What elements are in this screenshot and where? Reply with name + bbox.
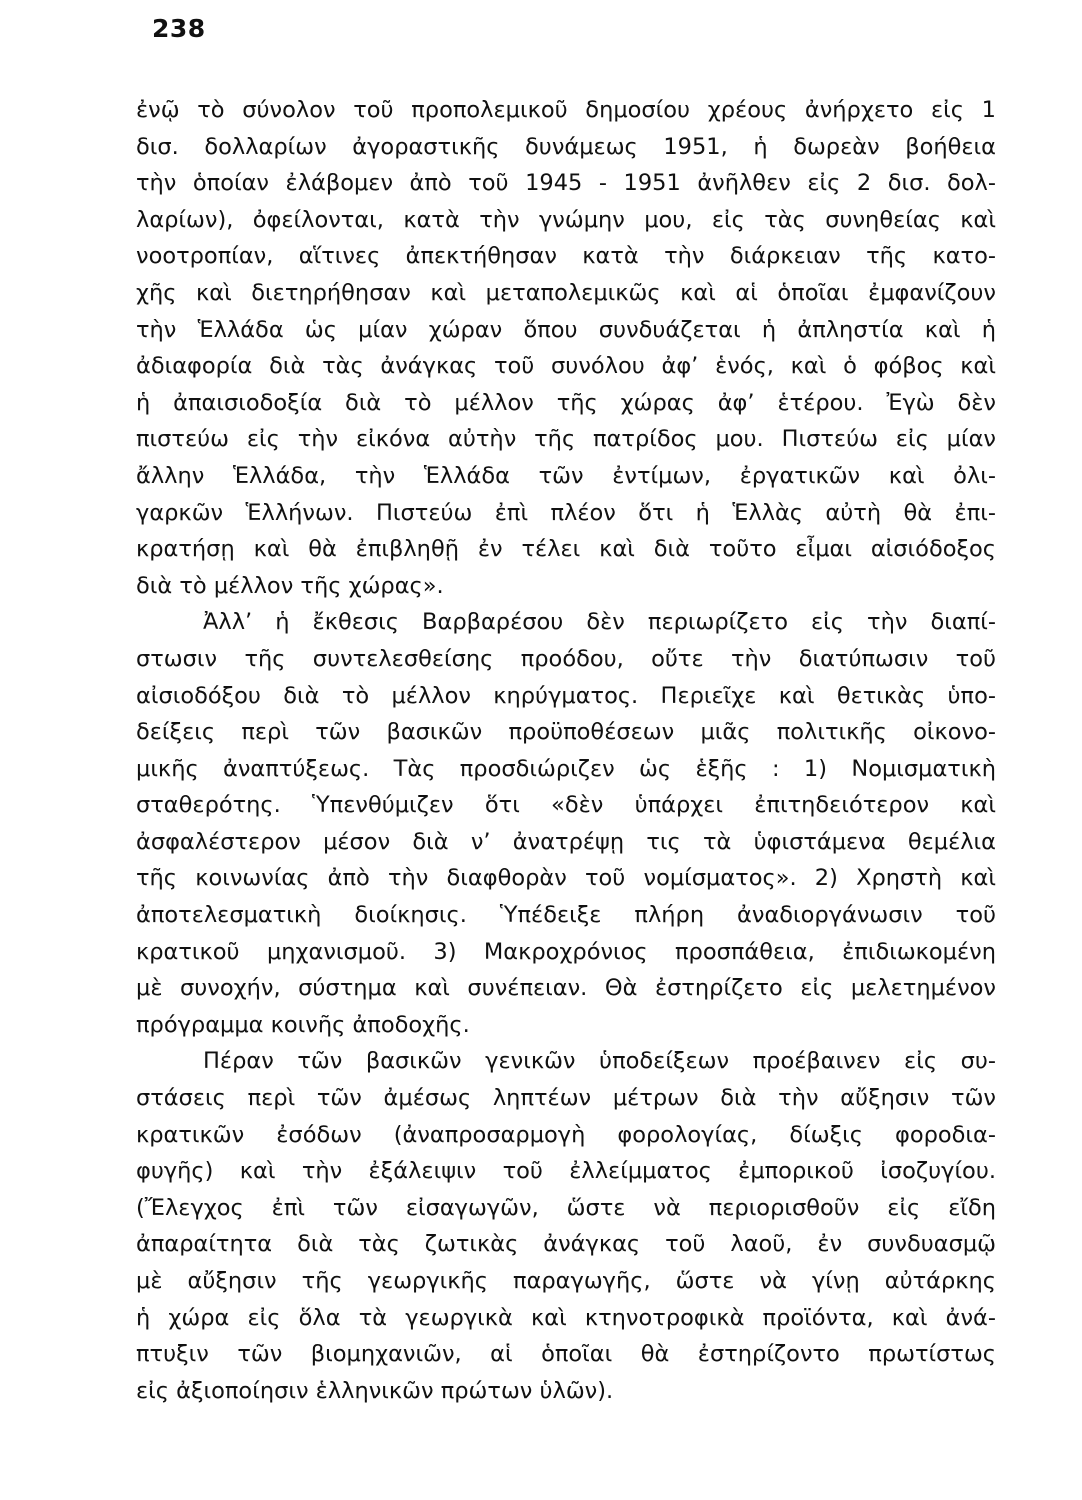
text-line: ἡ ἀπαισιοδοξία διὰ τὸ μέλλον τῆς χώρας ἀφ’ ἑτέρου. Ἐγὼ δὲν (136, 389, 996, 416)
text-line: νοοτροπίαν, αἵτινες ἀπεκτήθησαν κατὰ τὴν διάρκειαν τῆς κατο- (136, 243, 996, 270)
text-line: ἡ χώρα εἰς ὅλα τὰ γεωργικὰ καὶ κτηνοτροφικὰ προϊόντα, καὶ ἀνά- (136, 1304, 996, 1331)
text-line: εἰς ἀξιοποίησιν ἑλληνικῶν πρώτων ὑλῶν). (136, 1377, 614, 1404)
text-line: μὲ συνοχήν, σύστημα καὶ συνέπειαν. Θὰ ἐστηρίζετο εἰς μελετημένον (136, 975, 996, 1002)
text-line: ἀδιαφορία διὰ τὰς ἀνάγκας τοῦ συνόλου ἀφ’ ἑνός, καὶ ὁ φόβος καὶ (136, 353, 996, 380)
text-line: φυγῆς) καὶ τὴν ἐξάλειψιν τοῦ ἐλλείμματος ἐμπορικοῦ ἰσοζυγίου. (136, 1158, 996, 1185)
text-line: δείξεις περὶ τῶν βασικῶν προϋποθέσεων μιᾶς πολιτικῆς οἰκονο- (136, 719, 996, 746)
text-line: γαρκῶν Ἑλλήνων. Πιστεύω ἐπὶ πλέον ὅτι ἡ Ἑλλὰς αὐτὴ θὰ ἐπι- (136, 499, 996, 526)
text-line: χῆς καὶ διετηρήθησαν καὶ μεταπολεμικῶς καὶ αἱ ὁποῖαι ἐμφανίζουν (136, 279, 996, 306)
text-line: διὰ τὸ μέλλον τῆς χώρας». (136, 572, 444, 599)
text-line: μὲ αὔξησιν τῆς γεωργικῆς παραγωγῆς, ὥστε νὰ γίνῃ αὐτάρκης (136, 1268, 996, 1294)
text-line: στάσεις περὶ τῶν ἀμέσως ληπτέων μέτρων διὰ τὴν αὔξησιν τῶν (136, 1085, 996, 1112)
text-line: ἀπαραίτητα διὰ τὰς ζωτικὰς ἀνάγκας τοῦ λαοῦ, ἐν συνδυασμῷ (136, 1231, 996, 1258)
text-line: τῆς κοινωνίας ἀπὸ τὴν διαφθορὰν τοῦ νομίσματος». 2) Χρηστὴ καὶ (136, 865, 996, 892)
text-line: λαρίων), ὀφείλονται, κατὰ τὴν γνώμην μου, εἰς τὰς συνηθείας καὶ (136, 206, 996, 233)
text-line: Ἀλλ’ ἡ ἔκθεσις Βαρβαρέσου δὲν περιωρίζετο εἰς τὴν διαπί- (203, 609, 996, 636)
text-line: κρατικῶν ἐσόδων (ἀναπροσαρμογὴ φορολογίας, δίωξις φοροδια- (136, 1121, 996, 1148)
text-line: (Ἔλεγχος ἐπὶ τῶν εἰσαγωγῶν, ὥστε νὰ περιορισθοῦν εἰς εἴδη (136, 1194, 996, 1221)
text-line: ἀσφαλέστερον μέσον διὰ ν’ ἀνατρέψῃ τις τὰ ὑφιστάμενα θεμέλια (136, 828, 996, 855)
text-line: τὴν ὁποίαν ἐλάβομεν ἀπὸ τοῦ 1945 - 1951 ἀνῆλθεν εἰς 2 δισ. δολ- (136, 170, 996, 197)
page-number: 238 (152, 14, 206, 43)
text-line: πρόγραμμα κοινῆς ἀποδοχῆς. (136, 1011, 470, 1038)
text-line: κρατήσῃ καὶ θὰ ἐπιβληθῇ ἐν τέλει καὶ διὰ τοῦτο εἶμαι αἰσιόδοξος (136, 536, 996, 563)
text-line: μικῆς ἀναπτύξεως. Τὰς προσδιώριζεν ὡς ἑξῆς : 1) Νομισματικὴ (136, 755, 996, 782)
text-line: Πέραν τῶν βασικῶν γενικῶν ὑποδείξεων προέβαινεν εἰς συ- (203, 1048, 996, 1075)
text-line: δισ. δολλαρίων ἀγοραστικῆς δυνάμεως 1951, ἡ δωρεὰν βοήθεια (136, 133, 996, 160)
body-text (136, 92, 996, 1409)
text-line: ἐνῷ τὸ σύνολον τοῦ προπολεμικοῦ δημοσίου χρέους ἀνήρχετο εἰς 1 (136, 97, 996, 123)
text-line: στωσιν τῆς συντελεσθείσης προόδου, οὔτε τὴν διατύπωσιν τοῦ (136, 645, 996, 672)
text-line: πιστεύω εἰς τὴν εἰκόνα αὐτὴν τῆς πατρίδος μου. Πιστεύω εἰς μίαν (136, 426, 996, 453)
text-line: ἄλλην Ἑλλάδα, τὴν Ἑλλάδα τῶν ἐντίμων, ἐργατικῶν καὶ ὀλι- (136, 462, 996, 489)
text-line: σταθερότης. Ὑπενθύμιζεν ὅτι «δὲν ὑπάρχει ἐπιτηδειότερον καὶ (136, 792, 996, 819)
text-line: αἰσιοδόξου διὰ τὸ μέλλον κηρύγματος. Περιεῖχε καὶ θετικὰς ὑπο- (136, 682, 996, 709)
text-line: πτυξιν τῶν βιομηχανιῶν, αἱ ὁποῖαι θὰ ἐστηρίζοντο πρωτίστως (136, 1341, 996, 1368)
text-line: τὴν Ἑλλάδα ὡς μίαν χώραν ὅπου συνδυάζεται ἡ ἀπληστία καὶ ἡ (136, 316, 996, 343)
text-line: κρατικοῦ μηχανισμοῦ. 3) Μακροχρόνιος προσπάθεια, ἐπιδιωκομένη (136, 938, 996, 965)
text-line: ἀποτελεσματικὴ διοίκησις. Ὑπέδειξε πλήρη ἀναδιοργάνωσιν τοῦ (136, 902, 996, 929)
